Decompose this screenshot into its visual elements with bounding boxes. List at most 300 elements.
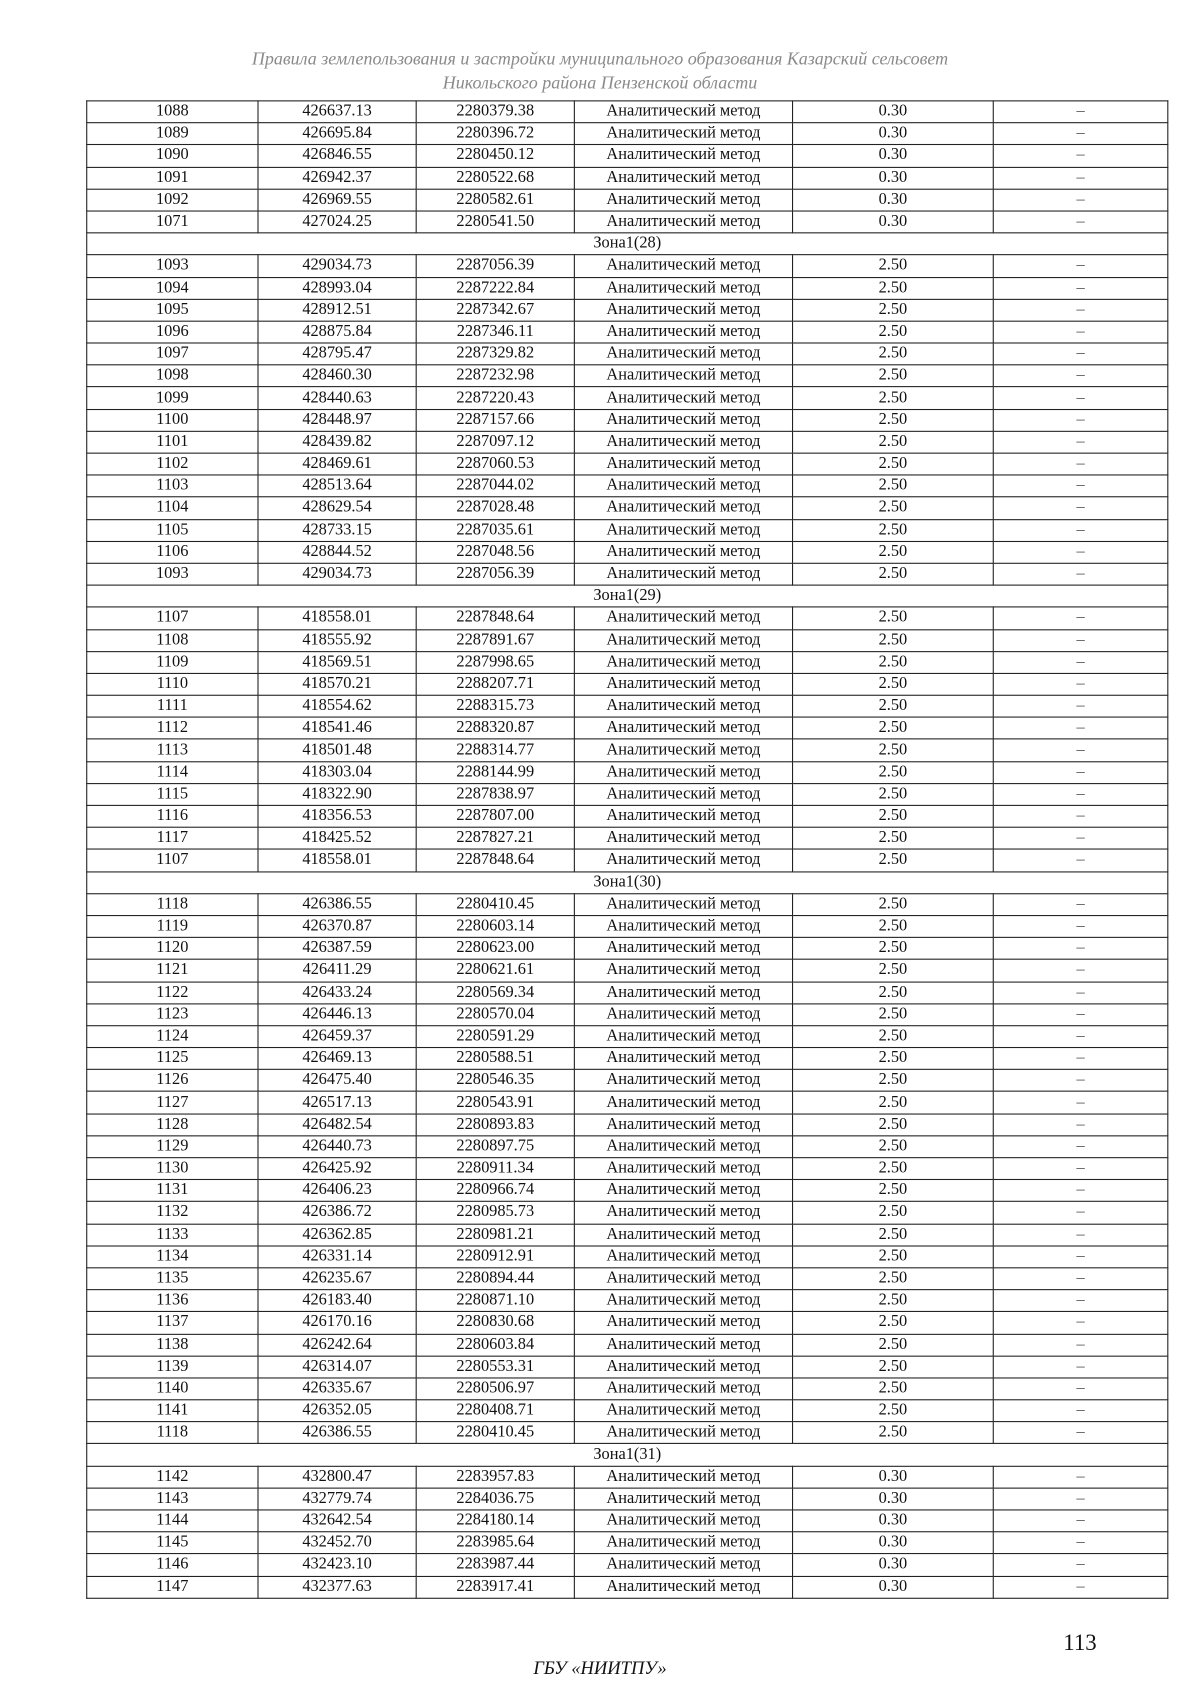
point-number-cell: 1146 <box>87 1554 258 1576</box>
table-row <box>87 1488 1168 1510</box>
y-coordinate-cell: 2287807.00 <box>416 805 574 827</box>
note-cell: – <box>993 1312 1168 1334</box>
table-row <box>87 1004 1168 1026</box>
method-cell: Аналитический метод <box>574 1334 792 1356</box>
y-coordinate-cell: 2280543.91 <box>416 1092 574 1114</box>
point-number-cell: 1105 <box>87 519 258 541</box>
point-number-cell: 1107 <box>87 607 258 629</box>
x-coordinate-cell: 418322.90 <box>258 783 416 805</box>
x-coordinate-cell: 432452.70 <box>258 1532 416 1554</box>
point-number-cell: 1113 <box>87 739 258 761</box>
table-row <box>87 1466 1168 1488</box>
zone-label: Зона1(30) <box>87 871 1168 893</box>
method-cell: Аналитический метод <box>574 629 792 651</box>
point-number-cell: 1122 <box>87 982 258 1004</box>
table-row <box>87 167 1168 189</box>
point-number-cell: 1145 <box>87 1532 258 1554</box>
method-cell: Аналитический метод <box>574 1246 792 1268</box>
method-cell: Аналитический метод <box>574 409 792 431</box>
precision-cell: 2.50 <box>793 409 994 431</box>
point-number-cell: 1138 <box>87 1334 258 1356</box>
precision-cell: 2.50 <box>793 1422 994 1444</box>
table-row <box>87 211 1168 233</box>
table-row <box>87 849 1168 871</box>
precision-cell: 2.50 <box>793 1268 994 1290</box>
note-cell: – <box>993 1422 1168 1444</box>
x-coordinate-cell: 426386.55 <box>258 1422 416 1444</box>
precision-cell: 2.50 <box>793 1004 994 1026</box>
precision-cell: 2.50 <box>793 1158 994 1180</box>
method-cell: Аналитический метод <box>574 453 792 475</box>
precision-cell: 2.50 <box>793 1312 994 1334</box>
method-cell: Аналитический метод <box>574 563 792 585</box>
point-number-cell: 1089 <box>87 123 258 145</box>
method-cell: Аналитический метод <box>574 299 792 321</box>
point-number-cell: 1118 <box>87 893 258 915</box>
x-coordinate-cell: 426242.64 <box>258 1334 416 1356</box>
table-row <box>87 893 1168 915</box>
table-row <box>87 982 1168 1004</box>
note-cell: – <box>993 1532 1168 1554</box>
table-row <box>87 431 1168 453</box>
y-coordinate-cell: 2280912.91 <box>416 1246 574 1268</box>
y-coordinate-cell: 2288144.99 <box>416 761 574 783</box>
point-number-cell: 1126 <box>87 1070 258 1092</box>
point-number-cell: 1144 <box>87 1510 258 1532</box>
y-coordinate-cell: 2280569.34 <box>416 982 574 1004</box>
method-cell: Аналитический метод <box>574 1268 792 1290</box>
method-cell: Аналитический метод <box>574 805 792 827</box>
method-cell: Аналитический метод <box>574 189 792 211</box>
zone-label: Зона1(29) <box>87 585 1168 607</box>
x-coordinate-cell: 426170.16 <box>258 1312 416 1334</box>
note-cell: – <box>993 607 1168 629</box>
page-number: 113 <box>1063 1629 1097 1656</box>
note-cell: – <box>993 629 1168 651</box>
coordinates-table-body <box>87 101 1168 1598</box>
method-cell: Аналитический метод <box>574 431 792 453</box>
note-cell: – <box>993 211 1168 233</box>
x-coordinate-cell: 426637.13 <box>258 101 416 123</box>
precision-cell: 2.50 <box>793 673 994 695</box>
precision-cell: 2.50 <box>793 938 994 960</box>
y-coordinate-cell: 2283985.64 <box>416 1532 574 1554</box>
y-coordinate-cell: 2280985.73 <box>416 1202 574 1224</box>
note-cell: – <box>993 827 1168 849</box>
point-number-cell: 1101 <box>87 431 258 453</box>
point-number-cell: 1093 <box>87 255 258 277</box>
table-row <box>87 1290 1168 1312</box>
y-coordinate-cell: 2280553.31 <box>416 1356 574 1378</box>
y-coordinate-cell: 2288314.77 <box>416 739 574 761</box>
y-coordinate-cell: 2287848.64 <box>416 849 574 871</box>
method-cell: Аналитический метод <box>574 893 792 915</box>
zone-header-row <box>87 871 1168 893</box>
method-cell: Аналитический метод <box>574 717 792 739</box>
y-coordinate-cell: 2287097.12 <box>416 431 574 453</box>
point-number-cell: 1115 <box>87 783 258 805</box>
table-row <box>87 1334 1168 1356</box>
method-cell: Аналитический метод <box>574 101 792 123</box>
x-coordinate-cell: 426235.67 <box>258 1268 416 1290</box>
table-row <box>87 123 1168 145</box>
x-coordinate-cell: 426362.85 <box>258 1224 416 1246</box>
table-row <box>87 1070 1168 1092</box>
table-row <box>87 1532 1168 1554</box>
y-coordinate-cell: 2287222.84 <box>416 277 574 299</box>
note-cell: – <box>993 960 1168 982</box>
point-number-cell: 1102 <box>87 453 258 475</box>
note-cell: – <box>993 1048 1168 1070</box>
y-coordinate-cell: 2280408.71 <box>416 1400 574 1422</box>
method-cell: Аналитический метод <box>574 982 792 1004</box>
method-cell: Аналитический метод <box>574 1224 792 1246</box>
note-cell: – <box>993 1576 1168 1598</box>
table-row <box>87 1422 1168 1444</box>
note-cell: – <box>993 343 1168 365</box>
note-cell: – <box>993 695 1168 717</box>
point-number-cell: 1123 <box>87 1004 258 1026</box>
table-row <box>87 453 1168 475</box>
y-coordinate-cell: 2280588.51 <box>416 1048 574 1070</box>
table-row <box>87 960 1168 982</box>
table-row <box>87 1246 1168 1268</box>
precision-cell: 2.50 <box>793 255 994 277</box>
x-coordinate-cell: 428460.30 <box>258 365 416 387</box>
y-coordinate-cell: 2280450.12 <box>416 145 574 167</box>
point-number-cell: 1137 <box>87 1312 258 1334</box>
note-cell: – <box>993 453 1168 475</box>
y-coordinate-cell: 2284036.75 <box>416 1488 574 1510</box>
x-coordinate-cell: 428844.52 <box>258 541 416 563</box>
point-number-cell: 1094 <box>87 277 258 299</box>
x-coordinate-cell: 426406.23 <box>258 1180 416 1202</box>
y-coordinate-cell: 2280981.21 <box>416 1224 574 1246</box>
precision-cell: 2.50 <box>793 1356 994 1378</box>
y-coordinate-cell: 2287838.97 <box>416 783 574 805</box>
precision-cell: 0.30 <box>793 1532 994 1554</box>
precision-cell: 0.30 <box>793 1554 994 1576</box>
precision-cell: 2.50 <box>793 1378 994 1400</box>
page-footer: ГБУ «НИИТПУ» <box>533 1657 667 1679</box>
point-number-cell: 1108 <box>87 629 258 651</box>
point-number-cell: 1141 <box>87 1400 258 1422</box>
point-number-cell: 1112 <box>87 717 258 739</box>
point-number-cell: 1127 <box>87 1092 258 1114</box>
table-row <box>87 651 1168 673</box>
precision-cell: 2.50 <box>793 1114 994 1136</box>
method-cell: Аналитический метод <box>574 1554 792 1576</box>
point-number-cell: 1147 <box>87 1576 258 1598</box>
precision-cell: 2.50 <box>793 827 994 849</box>
method-cell: Аналитический метод <box>574 938 792 960</box>
point-number-cell: 1106 <box>87 541 258 563</box>
table-row <box>87 497 1168 519</box>
precision-cell: 2.50 <box>793 343 994 365</box>
x-coordinate-cell: 428448.97 <box>258 409 416 431</box>
y-coordinate-cell: 2287157.66 <box>416 409 574 431</box>
method-cell: Аналитический метод <box>574 1026 792 1048</box>
method-cell: Аналитический метод <box>574 915 792 937</box>
point-number-cell: 1111 <box>87 695 258 717</box>
method-cell: Аналитический метод <box>574 783 792 805</box>
method-cell: Аналитический метод <box>574 739 792 761</box>
table-row <box>87 739 1168 761</box>
point-number-cell: 1133 <box>87 1224 258 1246</box>
method-cell: Аналитический метод <box>574 541 792 563</box>
precision-cell: 2.50 <box>793 1290 994 1312</box>
method-cell: Аналитический метод <box>574 321 792 343</box>
table-row <box>87 1158 1168 1180</box>
x-coordinate-cell: 432377.63 <box>258 1576 416 1598</box>
y-coordinate-cell: 2283987.44 <box>416 1554 574 1576</box>
method-cell: Аналитический метод <box>574 497 792 519</box>
point-number-cell: 1121 <box>87 960 258 982</box>
table-row <box>87 475 1168 497</box>
y-coordinate-cell: 2287998.65 <box>416 651 574 673</box>
precision-cell: 2.50 <box>793 299 994 321</box>
method-cell: Аналитический метод <box>574 761 792 783</box>
x-coordinate-cell: 418501.48 <box>258 739 416 761</box>
point-number-cell: 1098 <box>87 365 258 387</box>
table-row <box>87 145 1168 167</box>
point-number-cell: 1114 <box>87 761 258 783</box>
note-cell: – <box>993 982 1168 1004</box>
note-cell: – <box>993 1026 1168 1048</box>
table-row <box>87 1268 1168 1290</box>
x-coordinate-cell: 418558.01 <box>258 607 416 629</box>
precision-cell: 2.50 <box>793 321 994 343</box>
y-coordinate-cell: 2280603.14 <box>416 915 574 937</box>
point-number-cell: 1091 <box>87 167 258 189</box>
table-row <box>87 1554 1168 1576</box>
table-row <box>87 1356 1168 1378</box>
x-coordinate-cell: 426335.67 <box>258 1378 416 1400</box>
table-row <box>87 1026 1168 1048</box>
y-coordinate-cell: 2287056.39 <box>416 255 574 277</box>
precision-cell: 2.50 <box>793 475 994 497</box>
zone-header-row <box>87 1444 1168 1466</box>
table-row <box>87 827 1168 849</box>
method-cell: Аналитический метод <box>574 1136 792 1158</box>
zone-header-row <box>87 233 1168 255</box>
precision-cell: 2.50 <box>793 893 994 915</box>
note-cell: – <box>993 893 1168 915</box>
precision-cell: 2.50 <box>793 1202 994 1224</box>
note-cell: – <box>993 739 1168 761</box>
point-number-cell: 1096 <box>87 321 258 343</box>
method-cell: Аналитический метод <box>574 1378 792 1400</box>
method-cell: Аналитический метод <box>574 387 792 409</box>
note-cell: – <box>993 1092 1168 1114</box>
table-row <box>87 277 1168 299</box>
point-number-cell: 1093 <box>87 563 258 585</box>
precision-cell: 2.50 <box>793 453 994 475</box>
method-cell: Аналитический метод <box>574 123 792 145</box>
precision-cell: 2.50 <box>793 1180 994 1202</box>
y-coordinate-cell: 2280966.74 <box>416 1180 574 1202</box>
x-coordinate-cell: 426425.92 <box>258 1158 416 1180</box>
method-cell: Аналитический метод <box>574 1070 792 1092</box>
point-number-cell: 1116 <box>87 805 258 827</box>
note-cell: – <box>993 1268 1168 1290</box>
x-coordinate-cell: 432423.10 <box>258 1554 416 1576</box>
y-coordinate-cell: 2287060.53 <box>416 453 574 475</box>
y-coordinate-cell: 2280603.84 <box>416 1334 574 1356</box>
table-row <box>87 541 1168 563</box>
table-row <box>87 607 1168 629</box>
zone-label: Зона1(28) <box>87 233 1168 255</box>
precision-cell: 0.30 <box>793 101 994 123</box>
precision-cell: 2.50 <box>793 1224 994 1246</box>
x-coordinate-cell: 428795.47 <box>258 343 416 365</box>
table-row <box>87 1400 1168 1422</box>
x-coordinate-cell: 418356.53 <box>258 805 416 827</box>
point-number-cell: 1124 <box>87 1026 258 1048</box>
x-coordinate-cell: 418425.52 <box>258 827 416 849</box>
note-cell: – <box>993 915 1168 937</box>
y-coordinate-cell: 2280911.34 <box>416 1158 574 1180</box>
x-coordinate-cell: 418303.04 <box>258 761 416 783</box>
note-cell: – <box>993 387 1168 409</box>
method-cell: Аналитический метод <box>574 1004 792 1026</box>
x-coordinate-cell: 428469.61 <box>258 453 416 475</box>
y-coordinate-cell: 2287056.39 <box>416 563 574 585</box>
point-number-cell: 1134 <box>87 1246 258 1268</box>
point-number-cell: 1092 <box>87 189 258 211</box>
x-coordinate-cell: 426695.84 <box>258 123 416 145</box>
method-cell: Аналитический метод <box>574 1356 792 1378</box>
precision-cell: 2.50 <box>793 1400 994 1422</box>
x-coordinate-cell: 418555.92 <box>258 629 416 651</box>
note-cell: – <box>993 761 1168 783</box>
precision-cell: 2.50 <box>793 982 994 1004</box>
precision-cell: 0.30 <box>793 189 994 211</box>
y-coordinate-cell: 2280621.61 <box>416 960 574 982</box>
x-coordinate-cell: 426846.55 <box>258 145 416 167</box>
point-number-cell: 1117 <box>87 827 258 849</box>
precision-cell: 0.30 <box>793 1576 994 1598</box>
method-cell: Аналитический метод <box>574 1290 792 1312</box>
x-coordinate-cell: 427024.25 <box>258 211 416 233</box>
x-coordinate-cell: 418569.51 <box>258 651 416 673</box>
table-row <box>87 1224 1168 1246</box>
precision-cell: 2.50 <box>793 1334 994 1356</box>
note-cell: – <box>993 1070 1168 1092</box>
note-cell: – <box>993 938 1168 960</box>
point-number-cell: 1130 <box>87 1158 258 1180</box>
precision-cell: 2.50 <box>793 1048 994 1070</box>
point-number-cell: 1110 <box>87 673 258 695</box>
precision-cell: 2.50 <box>793 497 994 519</box>
x-coordinate-cell: 428439.82 <box>258 431 416 453</box>
x-coordinate-cell: 426446.13 <box>258 1004 416 1026</box>
coordinates-table <box>86 100 1168 1598</box>
method-cell: Аналитический метод <box>574 255 792 277</box>
precision-cell: 2.50 <box>793 607 994 629</box>
note-cell: – <box>993 805 1168 827</box>
precision-cell: 0.30 <box>793 167 994 189</box>
x-coordinate-cell: 428733.15 <box>258 519 416 541</box>
y-coordinate-cell: 2280897.75 <box>416 1136 574 1158</box>
note-cell: – <box>993 717 1168 739</box>
x-coordinate-cell: 426411.29 <box>258 960 416 982</box>
x-coordinate-cell: 432800.47 <box>258 1466 416 1488</box>
y-coordinate-cell: 2280623.00 <box>416 938 574 960</box>
header-line-1: Правила землепользования и застройки муниципального образования Казарский сельсовет <box>251 47 949 69</box>
table-row <box>87 365 1168 387</box>
header-line-2: Никольского района Пензенской области <box>442 71 758 93</box>
precision-cell: 2.50 <box>793 805 994 827</box>
note-cell: – <box>993 255 1168 277</box>
zone-header-row <box>87 585 1168 607</box>
note-cell: – <box>993 299 1168 321</box>
method-cell: Аналитический метод <box>574 519 792 541</box>
y-coordinate-cell: 2287891.67 <box>416 629 574 651</box>
note-cell: – <box>993 651 1168 673</box>
precision-cell: 0.30 <box>793 123 994 145</box>
precision-cell: 0.30 <box>793 1488 994 1510</box>
y-coordinate-cell: 2280591.29 <box>416 1026 574 1048</box>
note-cell: – <box>993 101 1168 123</box>
precision-cell: 0.30 <box>793 1466 994 1488</box>
y-coordinate-cell: 2283957.83 <box>416 1466 574 1488</box>
y-coordinate-cell: 2280541.50 <box>416 211 574 233</box>
point-number-cell: 1119 <box>87 915 258 937</box>
x-coordinate-cell: 426386.72 <box>258 1202 416 1224</box>
note-cell: – <box>993 321 1168 343</box>
x-coordinate-cell: 426370.87 <box>258 915 416 937</box>
zone-label: Зона1(31) <box>87 1444 1168 1466</box>
point-number-cell: 1142 <box>87 1466 258 1488</box>
table-row <box>87 563 1168 585</box>
method-cell: Аналитический метод <box>574 1180 792 1202</box>
point-number-cell: 1097 <box>87 343 258 365</box>
precision-cell: 2.50 <box>793 387 994 409</box>
precision-cell: 2.50 <box>793 365 994 387</box>
table-row <box>87 1202 1168 1224</box>
page-header <box>0 47 1200 95</box>
x-coordinate-cell: 426433.24 <box>258 982 416 1004</box>
y-coordinate-cell: 2287220.43 <box>416 387 574 409</box>
method-cell: Аналитический метод <box>574 145 792 167</box>
method-cell: Аналитический метод <box>574 1114 792 1136</box>
x-coordinate-cell: 426386.55 <box>258 893 416 915</box>
y-coordinate-cell: 2288320.87 <box>416 717 574 739</box>
note-cell: – <box>993 1466 1168 1488</box>
method-cell: Аналитический метод <box>574 1576 792 1598</box>
method-cell: Аналитический метод <box>574 607 792 629</box>
table-row <box>87 1510 1168 1532</box>
precision-cell: 2.50 <box>793 761 994 783</box>
point-number-cell: 1132 <box>87 1202 258 1224</box>
table-row <box>87 387 1168 409</box>
x-coordinate-cell: 426469.13 <box>258 1048 416 1070</box>
table-row <box>87 255 1168 277</box>
x-coordinate-cell: 418554.62 <box>258 695 416 717</box>
table-row <box>87 805 1168 827</box>
point-number-cell: 1090 <box>87 145 258 167</box>
point-number-cell: 1136 <box>87 1290 258 1312</box>
precision-cell: 0.30 <box>793 145 994 167</box>
note-cell: – <box>993 1202 1168 1224</box>
point-number-cell: 1139 <box>87 1356 258 1378</box>
x-coordinate-cell: 426459.37 <box>258 1026 416 1048</box>
precision-cell: 2.50 <box>793 1070 994 1092</box>
precision-cell: 2.50 <box>793 739 994 761</box>
method-cell: Аналитический метод <box>574 827 792 849</box>
method-cell: Аналитический метод <box>574 960 792 982</box>
